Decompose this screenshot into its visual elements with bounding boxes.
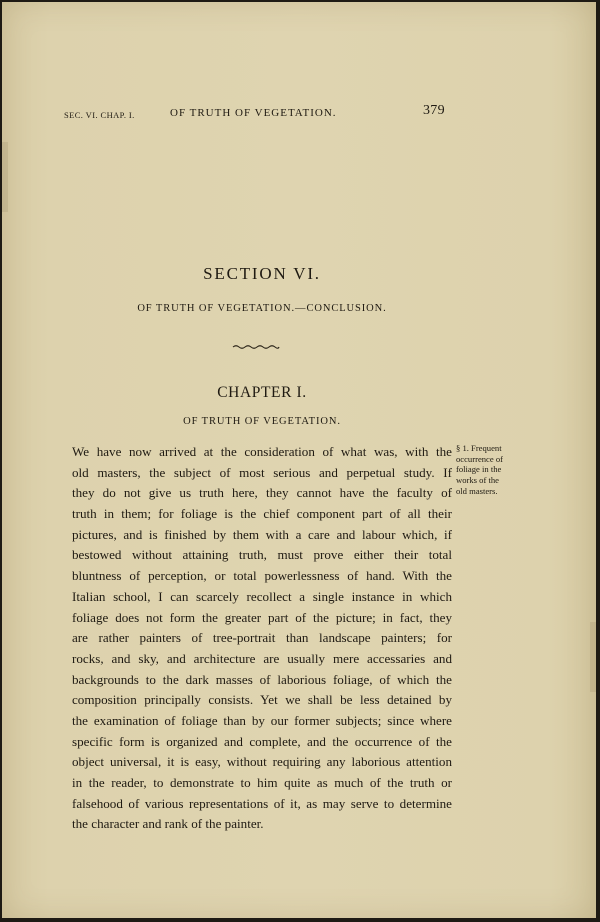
- body-line: bestowed without attaining truth, must prove either their total: [72, 547, 452, 563]
- body-line: bluntness of perception, or total powerlessness of hand. With the: [72, 568, 452, 584]
- page-edge-shadow: [590, 622, 596, 692]
- page-number: 379: [423, 103, 445, 118]
- body-line: they do not give us truth here, they cannot have the faculty of: [72, 485, 452, 501]
- body-line: object universal, it is easy, without requiring any laborious attention: [72, 754, 452, 770]
- body-line: the character and rank of the painter.: [72, 816, 264, 832]
- body-line: falsehood of various representations of it, as may serve to determine: [72, 795, 452, 811]
- running-head-section: SEC. VI. CHAP. I.: [64, 110, 135, 120]
- body-line: truth in them; for foliage is the chief component part of all their: [72, 506, 452, 522]
- chapter-subtitle: OF TRUTH OF VEGETATION.: [183, 416, 341, 427]
- margin-note: [456, 443, 530, 497]
- body-paragraph: [72, 442, 452, 835]
- margin-note-line: old masters.: [456, 485, 498, 496]
- running-head-title: OF TRUTH OF VEGETATION.: [170, 107, 337, 119]
- chapter-title: CHAPTER I.: [217, 384, 307, 401]
- body-line: in the reader, to demonstrate to him quite as much of the truth or: [72, 775, 452, 790]
- margin-note-line: works of the: [456, 475, 499, 486]
- book-page: [2, 2, 596, 918]
- ornament-rule: [232, 343, 280, 351]
- body-line: the examination of foliage than by our former subjects; since where: [72, 712, 452, 728]
- page-edge-shadow: [2, 142, 8, 212]
- body-line: We have now arrived at the consideration of what was, with the: [72, 444, 452, 459]
- margin-note-line: occurrence of: [456, 453, 503, 464]
- body-line: pictures, and is finished by them with a care and labour which, if: [72, 526, 452, 542]
- margin-note-line: foliage in the: [456, 464, 502, 475]
- body-line: are rather painters of tree-portrait than landscape painters; for: [72, 630, 452, 646]
- body-line: composition principally consists. Yet we shall be less detained by: [72, 692, 452, 708]
- section-title: SECTION VI.: [203, 264, 321, 283]
- body-line: old masters, the subject of most serious and perpetual study. If: [72, 464, 452, 480]
- body-line: foliage does not form the greater part of the picture; in fact, they: [72, 609, 452, 625]
- running-head: [64, 104, 454, 124]
- body-line: backgrounds to the dark masses of laborious foliage, of which the: [72, 671, 452, 687]
- body-line: rocks, and sky, and architecture are usually mere accessaries and: [72, 650, 452, 666]
- body-line: Italian school, I can scarcely recollect a single instance in which: [72, 588, 452, 604]
- margin-note-line: § 1. Frequent: [456, 443, 502, 453]
- section-subtitle: OF TRUTH OF VEGETATION.—CONCLUSION.: [137, 303, 387, 314]
- body-line: specific form is organized and complete, and the occurrence of the: [72, 733, 452, 749]
